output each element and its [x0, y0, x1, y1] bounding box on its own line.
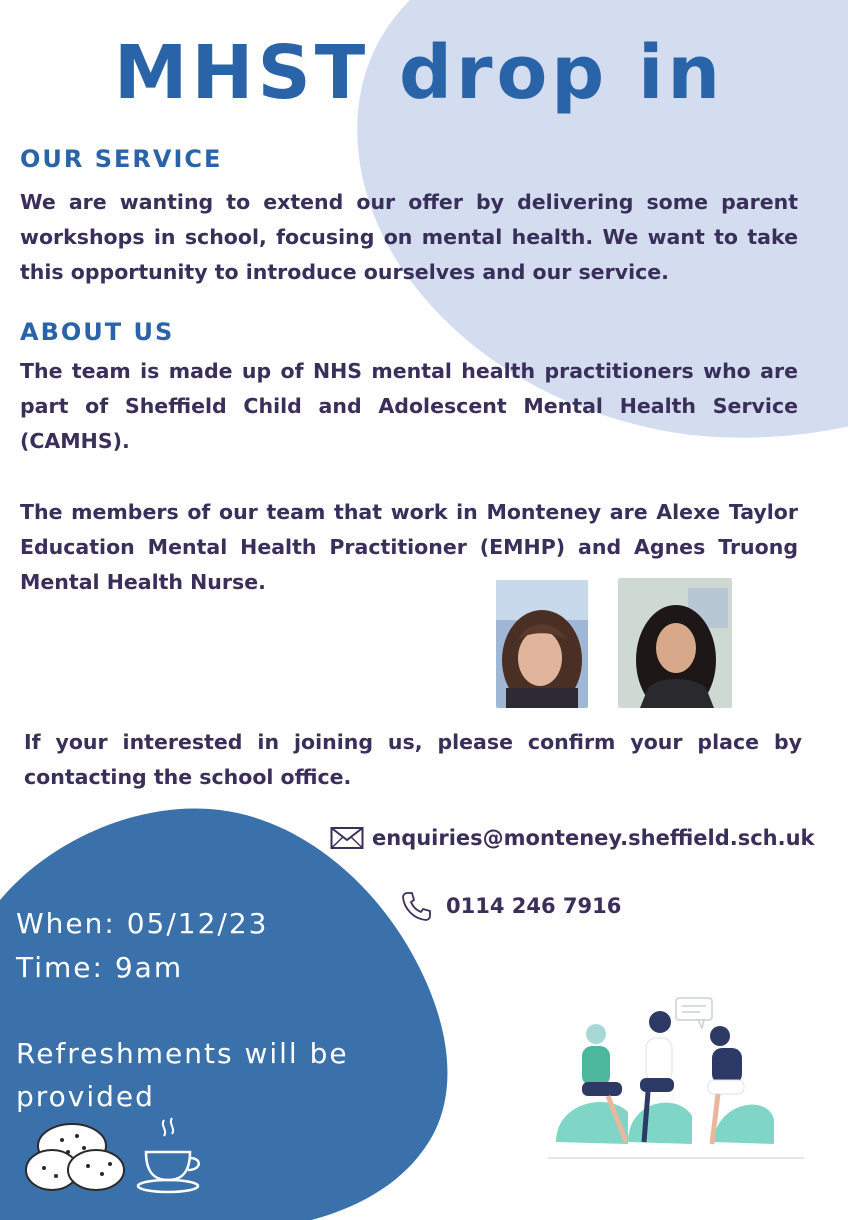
- people-talking-illustration: [548, 992, 808, 1162]
- join-instructions: If your interested in joining us, please confirm your place by contacting the school office.: [24, 730, 802, 789]
- team-members-text: The members of our team that work in Monteney are Alexe Taylor Education Mental Health Practitioner (EMHP) and Agnes Truong Mental Health Nurse.: [20, 500, 798, 594]
- cup-icon: [136, 1116, 208, 1196]
- cookies-icon: [22, 1118, 132, 1194]
- phone-number[interactable]: 0114 246 7916: [446, 894, 622, 918]
- event-date: When: 05/12/23: [16, 907, 269, 940]
- email-contact: [330, 825, 815, 851]
- our-service-heading: OUR SERVICE: [20, 145, 223, 173]
- envelope-icon: [330, 825, 364, 851]
- page-title: MHST drop in: [113, 30, 725, 116]
- phone-contact: [400, 890, 621, 922]
- event-time: Time: 9am: [16, 951, 184, 984]
- email-address[interactable]: enquiries@monteney.sheffield.sch.uk: [372, 826, 815, 850]
- phone-icon: [400, 890, 432, 922]
- about-us-heading: ABOUT US: [20, 318, 175, 346]
- team-photo-alexe: [496, 580, 588, 708]
- team-photo-agnes: [618, 578, 732, 708]
- our-service-text: We are wanting to extend our offer by delivering some parent workshops in school, focusing on mental health. We want to take this opportunity to introduce ourselves and our service.: [20, 190, 798, 284]
- about-us-text: The team is made up of NHS mental health practitioners who are part of Sheffield Child and Adolescent Mental Health Service (CAMHS).: [20, 359, 798, 453]
- refreshments-note: Refreshments will be provided: [16, 1037, 349, 1113]
